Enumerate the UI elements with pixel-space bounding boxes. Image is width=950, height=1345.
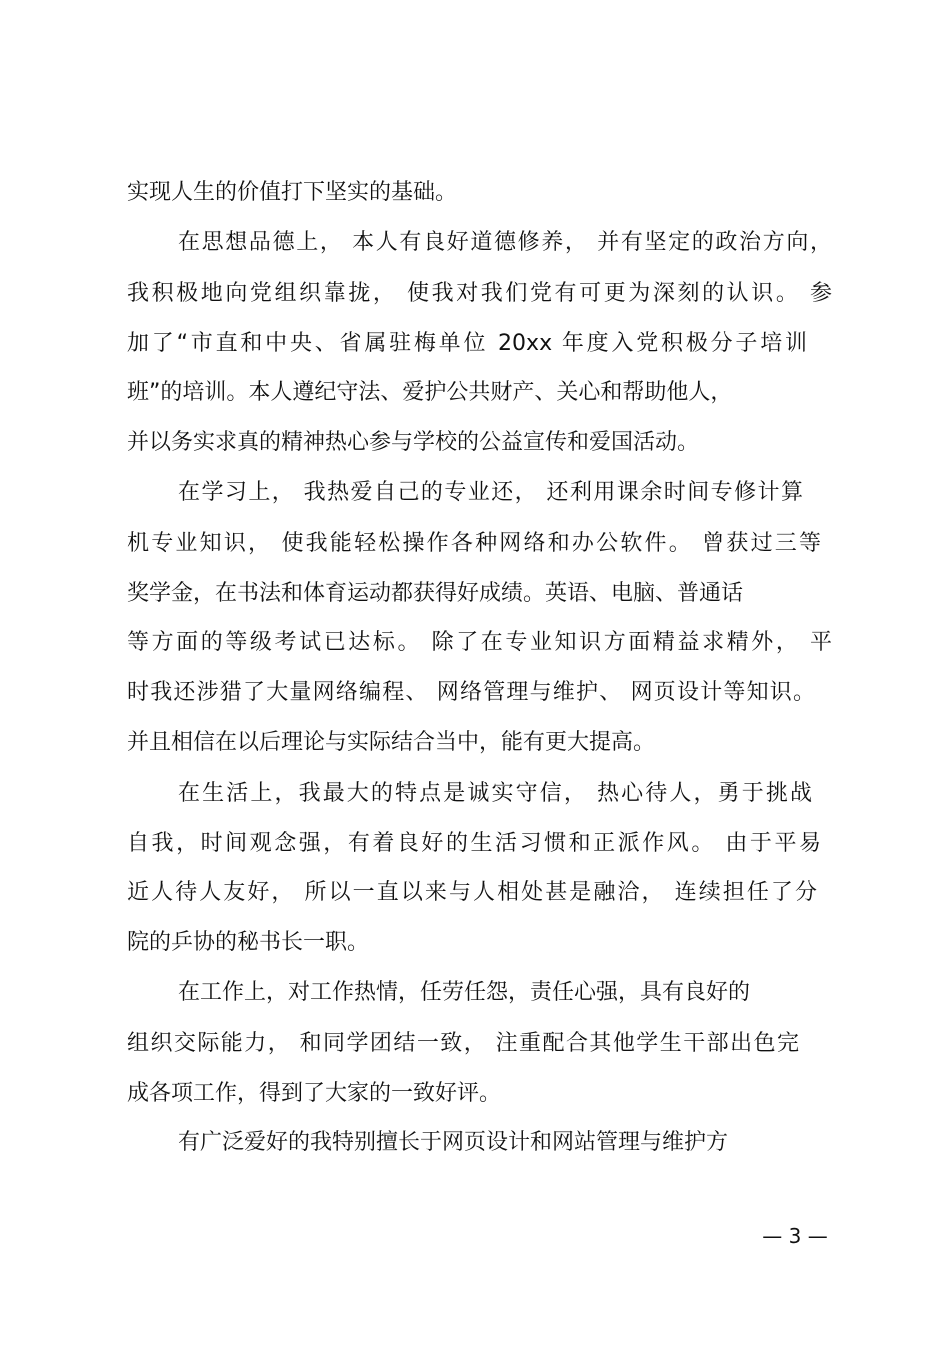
- text-line: 有广泛爱好的我特别擅长于网页设计和网站管理与维护方: [178, 1130, 729, 1155]
- text-line: 等方面的等级考试已达标。 除了在专业知识方面精益求精外， 平: [127, 630, 832, 655]
- text-line: 自我，时间观念强，有着良好的生活习惯和正派作风。 由于平易: [127, 831, 821, 856]
- text-line: 并以务实求真的精神热心参与学校的公益宣传和爱国活动。: [127, 430, 700, 455]
- text-line: 成各项工作，得到了大家的一致好评。: [127, 1081, 502, 1106]
- text-line: 实现人生的价值打下坚实的基础。: [127, 180, 458, 205]
- text-line: 并且相信在以后理论与实际结合当中，能有更大提高。: [127, 730, 656, 755]
- text-line: 院的乒协的秘书长一职。: [127, 930, 370, 955]
- text-line: 时我还涉猎了大量网络编程、 网络管理与维护、 网页设计等知识。: [127, 680, 815, 705]
- page-number: — 3 —: [762, 1224, 828, 1248]
- text-line: 加了“市直和中央、省属驻梅单位 20xx 年度入党积极分子培训: [127, 331, 807, 356]
- text-line: 在工作上，对工作热情，任劳任怨，责任心强，具有良好的: [178, 980, 751, 1005]
- text-line: 在生活上，我最大的特点是诚实守信， 热心待人，勇于挑战: [178, 781, 812, 806]
- text-line: 我积极地向党组织靠拢， 使我对我们党有可更为深刻的认识。 参: [127, 281, 832, 306]
- text-line: 在学习上， 我热爱自己的专业还， 还利用课余时间专修计算: [178, 480, 803, 505]
- text-line: 近人待人友好， 所以一直以来与人相处甚是融洽， 连续担任了分: [127, 880, 817, 905]
- text-line: 奖学金，在书法和体育运动都获得好成绩。英语、电脑、普通话: [127, 581, 744, 606]
- text-line: 机专业知识， 使我能轻松操作各种网络和办公软件。 曾获过三等: [127, 531, 821, 556]
- text-line: 在思想品德上， 本人有良好道德修养， 并有坚定的政治方向，: [178, 230, 832, 255]
- text-line: 组织交际能力， 和同学团结一致， 注重配合其他学生干部出色完: [127, 1031, 799, 1056]
- text-line: 班”的培训。本人遵纪守法、爱护公共财产、关心和帮助他人，: [127, 380, 733, 405]
